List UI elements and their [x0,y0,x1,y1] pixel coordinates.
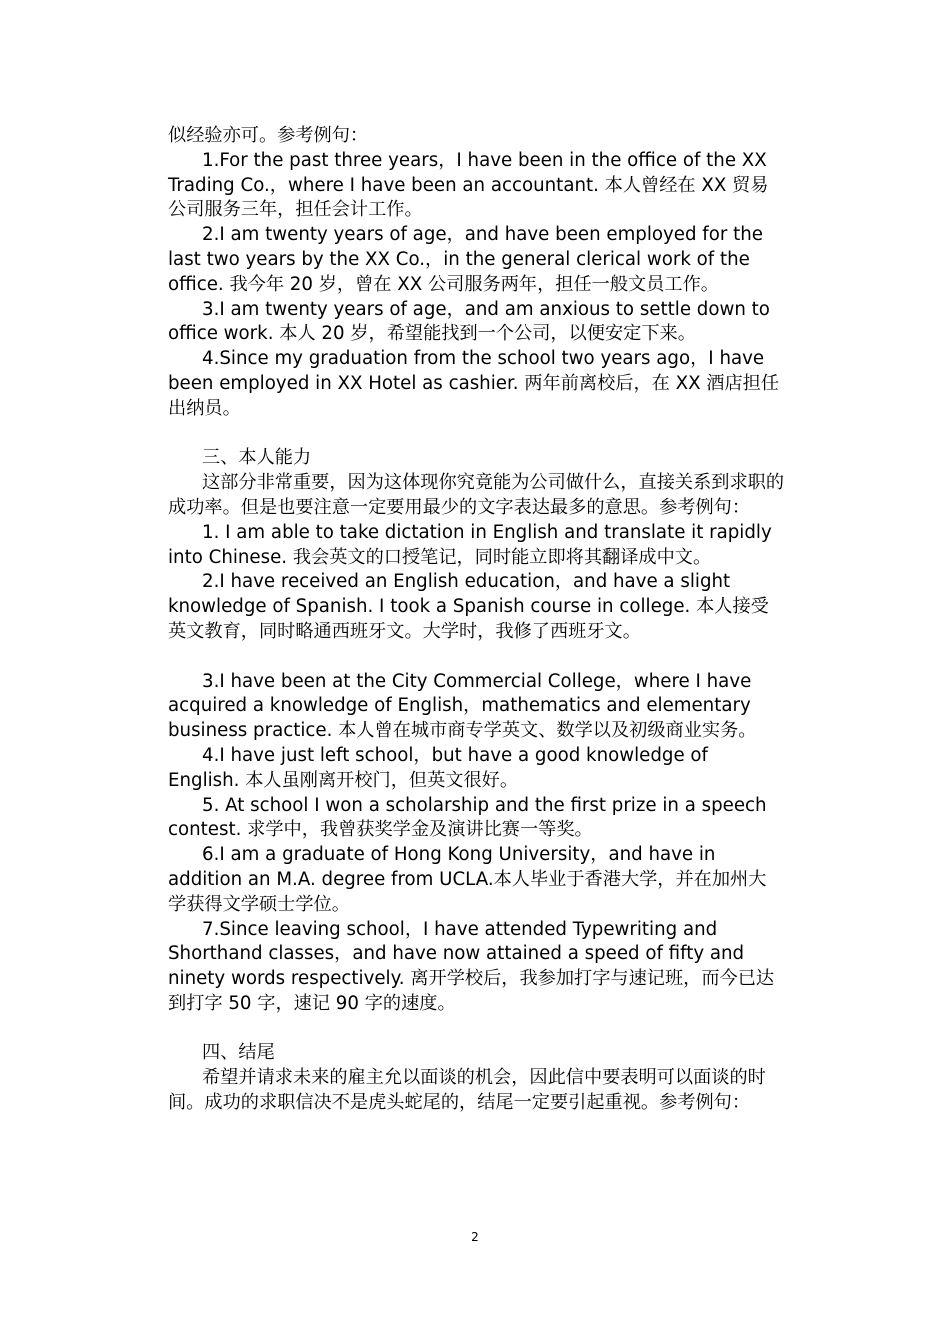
paragraph: 1. I am able to take dictation in English and translate it rapidly into Chinese. 我会英文的口授笔记，同时能立即将其翻译成中文。 [168,521,772,568]
paragraph: 3.I am twenty years of age，and am anxious to settle down to office work. 本人 20 岁，希望能找到一个公司，以便安定下来。 [168,298,770,345]
paragraph: 希望并请求未来的雇主允以面谈的机会，因此信中要表明可以面谈的时间。成功的求职信决不是虎头蛇尾的，结尾一定要引起重视。参考例句： [168,1067,766,1114]
paragraph: 4.I have just left school，but have a good knowledge of English. 本人虽刚离开校门，但英文很好。 [168,744,708,791]
paragraph: 三、本人能力 [202,447,312,469]
paragraph: 6.I am a graduate of Hong Kong University，and have in addition an M.A. degree from UCLA.本人毕业于香港大学，并在加州大学获得文学硕士学位。 [168,844,767,915]
paragraph: 2.I have received an English education，and have a slight knowledge of Spanish. I took a Spanish course in college. 本人接受英文教育，同时略通西班牙文。大学时，我修了西班牙文。 [168,571,769,642]
paragraph: 2.I am twenty years of age，and have been employed for the last two years by the XX Co.，in the general clerical work of the office. 我今年 20 岁，曾在 XX 公司服务两年，担任一般文员工作。 [168,224,763,295]
paragraph: 7.Since leaving school，I have attended Typewriting and Shorthand classes，and have now attained a speed of fifty and ninety words respectively. 离开学校后，我参加打字与速记班，而今已达到打字 50 字，速记 90 字的速度。 [168,918,775,1014]
blank-line [168,645,784,670]
paragraph: 4.Since my graduation from the school two years ago，I have been employed in XX Hotel as cashier. 两年前离校后，在 XX 酒店担任出纳员。 [168,348,780,419]
paragraph: 四、结尾 [202,1042,275,1064]
blank-line [168,1017,784,1042]
paragraph: 这部分非常重要，因为这体现你究竟能为公司做什么，直接关系到求职的成功率。但是也要注意一定要用最少的文字表达最多的意思。参考例句： [168,472,785,518]
document-body [168,124,784,1116]
paragraph: 3.I have been at the City Commercial College，where I have acquired a knowledge of English，mathematics and elementary business practice. 本人曾在城市商专学英文、数学以及初级商业实务。 [168,670,757,742]
page-number: 2 [471,1230,479,1244]
blank-line [168,422,784,447]
paragraph: 5. At school I won a scholarship and the first prize in a speech contest. 求学中，我曾获奖学金及演讲比赛一等奖。 [168,794,767,841]
paragraph: 1.For the past three years，I have been in the office of the XX Trading Co.，where I have been an accountant. 本人曾经在 XX 贸易公司服务三年，担任会计工作。 [168,149,769,221]
paragraph: 似经验亦可。参考例句： [168,125,369,146]
